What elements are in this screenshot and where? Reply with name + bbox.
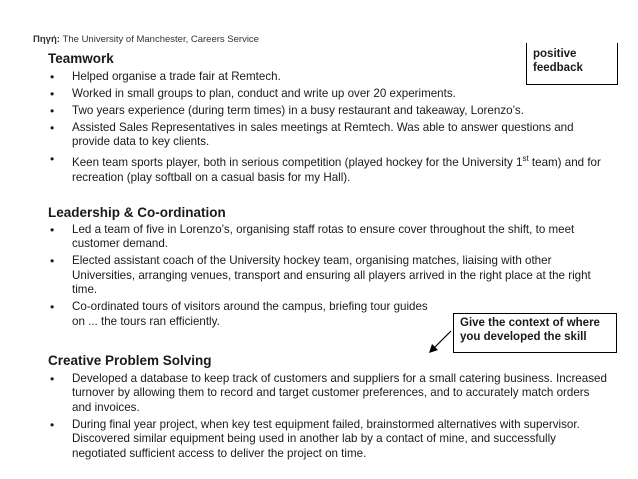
list-item: • During final year project, when key test equipment failed, brainstormed alternatives with supervisor. Discovered similar equipment being used in another lab by a contact of mine, and successfully negotiated sufficient access to deliver the project on time.: [48, 418, 608, 461]
list-item: • Elected assistant coach of the University hockey team, organising matches, liaising with other Universities, arranging venues, transport and ensuring all players arrived in the right place at the right time.: [48, 254, 608, 297]
list-item: • Developed a database to keep track of customers and suppliers for a small catering business. Increased turnover by allowing them to record and target customer preferences, and to accurately match orders and invoices.: [48, 372, 608, 415]
source-caption: [33, 34, 259, 45]
source-label: Πηγή:: [33, 34, 60, 45]
teamwork-list: [48, 70, 608, 188]
section-heading-teamwork: Teamwork: [48, 51, 114, 66]
callout-context: Give the context of where you developed the skill: [453, 313, 617, 353]
source-text: The University of Manchester, Careers Service: [62, 34, 259, 45]
list-item: • Led a team of five in Lorenzo’s, organising staff rotas to ensure cover throughout the shift, to meet customer demand.: [48, 223, 608, 252]
arrow-icon: [425, 328, 455, 356]
section-heading-creative: Creative Problem Solving: [48, 353, 212, 368]
list-item: • Assisted Sales Representatives in sales meetings at Remtech. Was able to answer questions and provide data to key clients.: [48, 121, 608, 150]
list-item: • Worked in small groups to plan, conduct and write up over 20 experiments.: [48, 87, 608, 101]
list-item: • Co-ordinated tours of visitors around the campus, briefing tour guides on ... the tours ran efficiently.: [48, 300, 608, 329]
section-heading-leadership: Leadership & Co-ordination: [48, 205, 226, 220]
list-item: • Helped organise a trade fair at Remtech.: [48, 70, 608, 84]
callout-positive-feedback: positive feedback: [526, 43, 618, 85]
list-item: • Two years experience (during term times) in a busy restaurant and takeaway, Lorenzo’s.: [48, 104, 608, 118]
list-item: • Keen team sports player, both in serious competition (played hockey for the University 1st team) and for recreation (play softball on a casual basis for my Hall).: [48, 152, 608, 185]
creative-list: [48, 372, 608, 464]
